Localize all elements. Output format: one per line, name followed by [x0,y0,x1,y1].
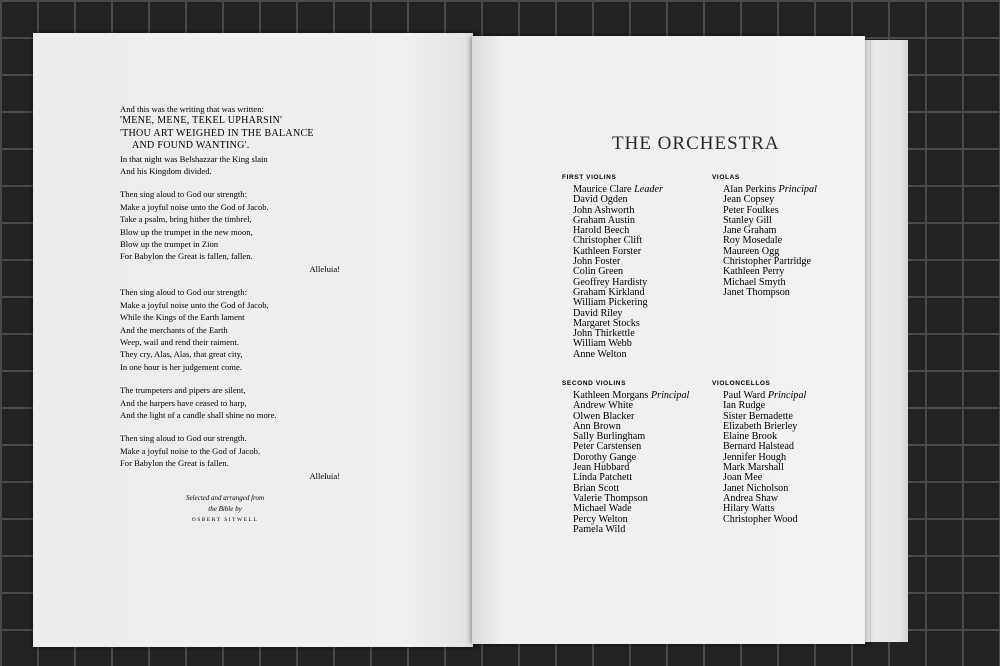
poem-stanza [120,384,360,421]
section-violas [712,174,817,298]
section-second-violins [562,380,689,535]
section-heading: SECOND VIOLINS [562,380,627,387]
member-name: William Webb [573,338,632,350]
member-name: Andrea Shaw [723,492,779,504]
member-role: Principal [650,390,690,401]
member-name: Ian Rudge [723,400,766,412]
poem-line: In that night was Belshazzar the King slain [120,153,268,164]
member-name: John Thirkettle [573,328,635,340]
member-name: David Riley [573,307,623,319]
section-first-violins [562,174,663,360]
member-name: Andrew White [573,400,634,412]
member-name: William Pickering [573,297,648,309]
poem-line: 'MENE, MENE, TEKEL UPHARSIN' [120,115,283,127]
member-role: Principal [767,390,807,401]
member-name: Peter Carstensen [573,441,642,453]
credit-author: OSBERT SITWELL [191,517,259,523]
poem-line: In one hour is her judgement come. [120,361,242,372]
member-name: Christopher Clift [573,235,643,247]
right-page [472,36,865,644]
section-heading: FIRST VIOLINS [562,174,617,181]
member-name: Colin Green [573,266,624,278]
section-heading: VIOLONCELLOS [712,380,771,387]
member-name: Jean Hubbard [573,462,630,474]
poem-line: Blow up the trumpet in Zion [120,239,219,250]
poem-line: And the merchants of the Earth [120,324,228,335]
member-name: Alan Perkins [723,184,776,195]
member-name: Michael Smyth [723,276,786,288]
member-list [562,185,663,360]
member-role: Leader [634,184,663,195]
member-name: Maurice Clare [573,184,632,195]
member-list [712,185,817,298]
poem-line: And the light of a candle shall shine no more. [120,409,277,420]
poem-line: For Babylon the Great is fallen. [120,458,229,469]
member-name: Christopher Wood [723,513,798,525]
member-name: John Foster [573,256,621,268]
member-name: Elizabeth Brierley [723,420,798,432]
member-name: Margaret Stocks [573,317,640,329]
member-entry [723,515,806,525]
member-name: Olwen Blacker [573,410,635,422]
section-heading: VIOLAS [712,174,740,181]
member-name: Harold Beech [573,225,630,237]
member-name: Jane Graham [723,225,777,237]
poem-line: For Babylon the Great is fallen, fallen. [120,251,253,262]
poem-line: Blow up the trumpet in the new moon, [120,226,253,237]
member-name: Janet Thompson [723,286,790,298]
member-name: Jennifer Hough [723,451,787,463]
member-name: Kathleen Perry [723,266,785,278]
member-name: Brian Scott [573,482,620,494]
member-list [712,391,806,525]
member-name: Bernard Halstead [723,441,794,453]
section-violoncellos [712,380,806,525]
poem-line: While the Kings of the Earth lament [120,312,245,323]
member-name: Stanley Gill [723,214,772,226]
member-name: Peter Foulkes [723,204,779,216]
member-role: Principal [778,184,817,195]
member-name: Kathleen Morgans [573,390,649,401]
orchestra-title: THE ORCHESTRA [612,133,780,154]
member-name: Joan Mee [723,472,763,484]
member-name: Anne Welton [573,348,627,360]
credit-line-1: Selected and arranged from [185,494,265,502]
poem-line: Then sing aloud to God our strength. [120,433,247,444]
member-name: Dorothy Gange [573,451,637,463]
poem-line: Alleluia! [309,263,340,274]
member-name: Roy Mosedale [723,235,783,247]
poem-line: Make a joyful noise to the God of Jacob. [120,445,261,456]
member-name: Valerie Thompson [573,492,648,504]
member-name: Maureen Ogg [723,245,780,257]
member-name: John Ashworth [573,204,635,216]
member-name: Percy Welton [573,513,628,525]
poem-line: The trumpeters and pipers are silent, [120,385,246,396]
member-name: Jean Copsey [723,194,775,206]
member-list [562,391,689,535]
poem-stanza [120,286,360,373]
member-entry [723,288,817,298]
member-name: Linda Patchett [573,472,633,484]
poem-line: Then sing aloud to God our strength: [120,287,247,298]
poem-line: Then sing aloud to God our strength: [120,189,247,200]
member-name: Paul Ward [723,390,766,401]
poem-stanza [120,432,360,482]
poem-line: AND FOUND WANTING'. [132,140,250,152]
poem-line: They cry, Alas, Alas, that great city, [120,349,243,360]
poem-line: And the harpers have ceased to harp, [120,397,247,408]
member-name: Ann Brown [573,420,621,432]
poem-line: 'THOU ART WEIGHED IN THE BALANCE [120,127,314,139]
member-name: Geoffrey Hardisty [573,276,648,288]
member-name: Graham Austin [573,214,635,226]
poem-line: Alleluia! [309,470,340,481]
poem-text [120,103,360,493]
member-name: Kathleen Forster [573,245,642,257]
member-name: Christopher Partridge [723,256,811,268]
poem-line: Weep, wail and rend their raiment. [120,336,239,347]
member-entry [573,525,689,535]
poem-stanza [120,103,360,177]
member-name: Hilary Watts [723,503,775,515]
poem-line: Make a joyful noise unto the God of Jacob. [120,201,269,212]
credit-block [150,493,300,526]
member-name: Pamela Wild [573,523,626,535]
member-name: David Ogden [573,194,628,206]
member-name: Mark Marshall [723,462,784,474]
poem-line: And his Kingdom divided. [120,166,212,177]
poem-line: And this was the writing that was written: [120,104,264,114]
credit-line-2: the Bible by [208,505,242,513]
member-name: Michael Wade [573,503,632,515]
page-edges [865,40,908,642]
member-name: Sister Bernadette [723,410,793,422]
poem-line: Make a joyful noise unto the God of Jacob, [120,299,269,310]
member-name: Graham Kirkland [573,286,645,298]
poem-line: Take a psalm, bring hither the timbrel, [120,214,252,225]
member-name: Elaine Brook [723,431,778,443]
poem-stanza [120,188,360,275]
member-entry [573,350,663,360]
member-name: Janet Nicholson [723,482,789,494]
member-name: Sally Burlingham [573,431,646,443]
